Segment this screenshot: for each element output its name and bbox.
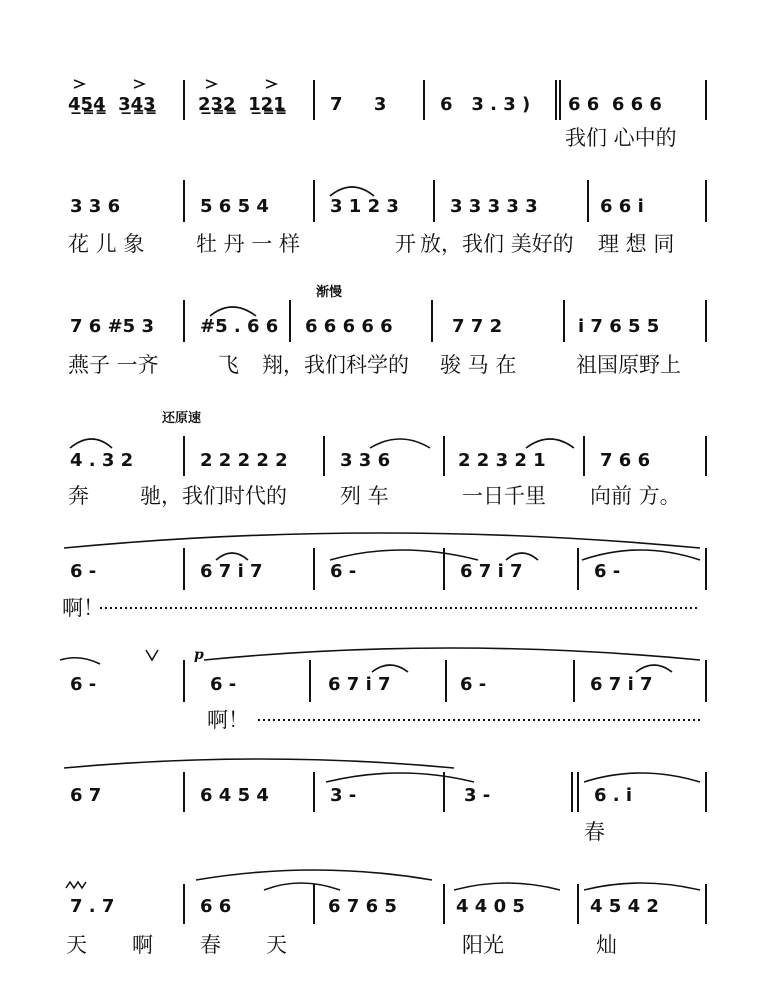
lyric-word: 一日千里 — [462, 484, 546, 508]
score-measure: 6 - — [594, 561, 621, 582]
score-measure: 3 1 2 3 — [330, 196, 399, 217]
score-measure: 7 6 #5 3 — [70, 316, 154, 337]
score-measure: 6 7 i 7 — [460, 561, 523, 582]
slur — [196, 870, 432, 880]
score-measure: 6 - — [210, 674, 237, 695]
score-measure: 7 7 2 — [452, 316, 503, 337]
slur — [372, 665, 408, 672]
lyric-word: 向前 方。 — [590, 484, 681, 508]
lyric-word: 列 车 — [340, 484, 389, 508]
lyric-word: 天 — [66, 933, 87, 957]
lyric-word: 开 — [395, 232, 416, 256]
score-measure: 6 7 i 7 — [590, 674, 653, 695]
score-measure: 6 7 6 5 — [328, 896, 397, 917]
slur — [506, 553, 538, 560]
score-measure: 6 3 . 3 ) — [440, 94, 531, 115]
lyric-word: 燕子 一齐 — [68, 353, 159, 377]
score-measure: 6 - — [330, 561, 357, 582]
slur — [70, 439, 112, 448]
slur — [326, 773, 474, 782]
score-measure: 7 . 7 — [70, 896, 115, 917]
accent-mark — [74, 80, 84, 88]
slur — [64, 533, 700, 548]
breath-mark — [146, 650, 158, 660]
slur — [60, 658, 100, 664]
score-measure: 2 2 3 2 1 — [458, 450, 546, 471]
lyric-word: 阳光 — [462, 933, 504, 957]
slur — [370, 439, 430, 448]
score-measure: 5 6 5 4 — [200, 196, 269, 217]
accent-mark — [266, 80, 276, 88]
accent-mark — [134, 80, 144, 88]
lyric-word: 天 — [266, 933, 287, 957]
tempo-mark: 渐慢 — [316, 285, 343, 300]
trill-mark — [66, 882, 86, 888]
score-measure: 6 6 6 6 6 — [305, 316, 393, 337]
score-measure: 6 4 5 4 — [200, 785, 269, 806]
score-measure: 6 7 i 7 — [328, 674, 391, 695]
slur — [636, 665, 672, 672]
score-measure: 3 - — [464, 785, 491, 806]
slur — [204, 648, 700, 660]
score-measure: 6 - — [70, 561, 97, 582]
lyric-word: 飞 — [218, 353, 239, 377]
lyric-word: 啊！ — [207, 708, 249, 732]
score-measure: 6 . i — [594, 785, 633, 806]
lyric-word: 啊 — [132, 933, 153, 957]
slur — [330, 187, 374, 196]
score-measure: 3 3 3 3 3 — [450, 196, 538, 217]
score-measure: i 7 6 5 5 — [578, 316, 660, 337]
score-measure: 7 6 6 — [600, 450, 651, 471]
lyric-word: 骏 马 在 — [440, 353, 517, 377]
score-measure: 2 2 2 2 2 — [200, 450, 288, 471]
score-measure: 2̲3̳2̳ 1̲2̳1̳ — [198, 94, 286, 115]
score-measure: 6 7 — [70, 785, 102, 806]
lyric-word: 理 想 同 — [598, 232, 675, 256]
slur — [454, 883, 560, 890]
score-measure: 6 - — [460, 674, 487, 695]
score-measure: #5 . 6 6 — [200, 316, 279, 337]
score-measure: 4 . 3 2 — [70, 450, 134, 471]
score-measure: 6 6 i — [600, 196, 644, 217]
slur — [584, 883, 700, 890]
score-measure: 4̲5̳4̳ 3̲4̳3̳ — [68, 94, 156, 115]
lyric-word: 花 儿 象 — [68, 232, 145, 256]
lyric-word: 啊！ — [62, 596, 104, 620]
slur — [584, 773, 700, 782]
lyric-word: 奔 — [68, 484, 89, 508]
tempo-mark: 还原速 — [162, 411, 202, 426]
lyric-word: 放，我们 美好的 — [420, 232, 574, 256]
lyric-word: 春 — [584, 820, 605, 844]
lyric-word: 春 — [200, 933, 221, 957]
score-measure: 6 6 — [200, 896, 232, 917]
score-measure: 3 3 6 — [70, 196, 121, 217]
slur — [210, 307, 256, 316]
lyric-word: 翔，我们科学的 — [262, 353, 409, 377]
score-measure: 4 4 0 5 — [456, 896, 525, 917]
slur — [264, 883, 340, 890]
score-measure: 6 7 i 7 — [200, 561, 263, 582]
slur — [330, 550, 478, 560]
accent-mark — [206, 80, 216, 88]
slur — [582, 550, 700, 560]
slur — [216, 553, 248, 560]
dynamic-mark: p — [194, 647, 204, 663]
lyric-word: 驰，我们时代的 — [140, 484, 287, 508]
lyric-word: 祖国原野上 — [576, 353, 681, 377]
lyric-word: 牡 丹 一 样 — [196, 232, 301, 256]
score-measure: 3 3 6 — [340, 450, 391, 471]
slur — [64, 759, 454, 768]
score-measure: 4 5 4 2 — [590, 896, 659, 917]
score-measure: 7 3 — [330, 94, 387, 115]
lyric-word: 灿 — [596, 933, 617, 957]
score-measure: 6 6 6 6 6 — [568, 94, 662, 115]
lyric-line: 我们 心中的 — [565, 126, 677, 150]
score-measure: 6 - — [70, 674, 97, 695]
score-measure: 3 - — [330, 785, 357, 806]
slur — [526, 439, 574, 448]
